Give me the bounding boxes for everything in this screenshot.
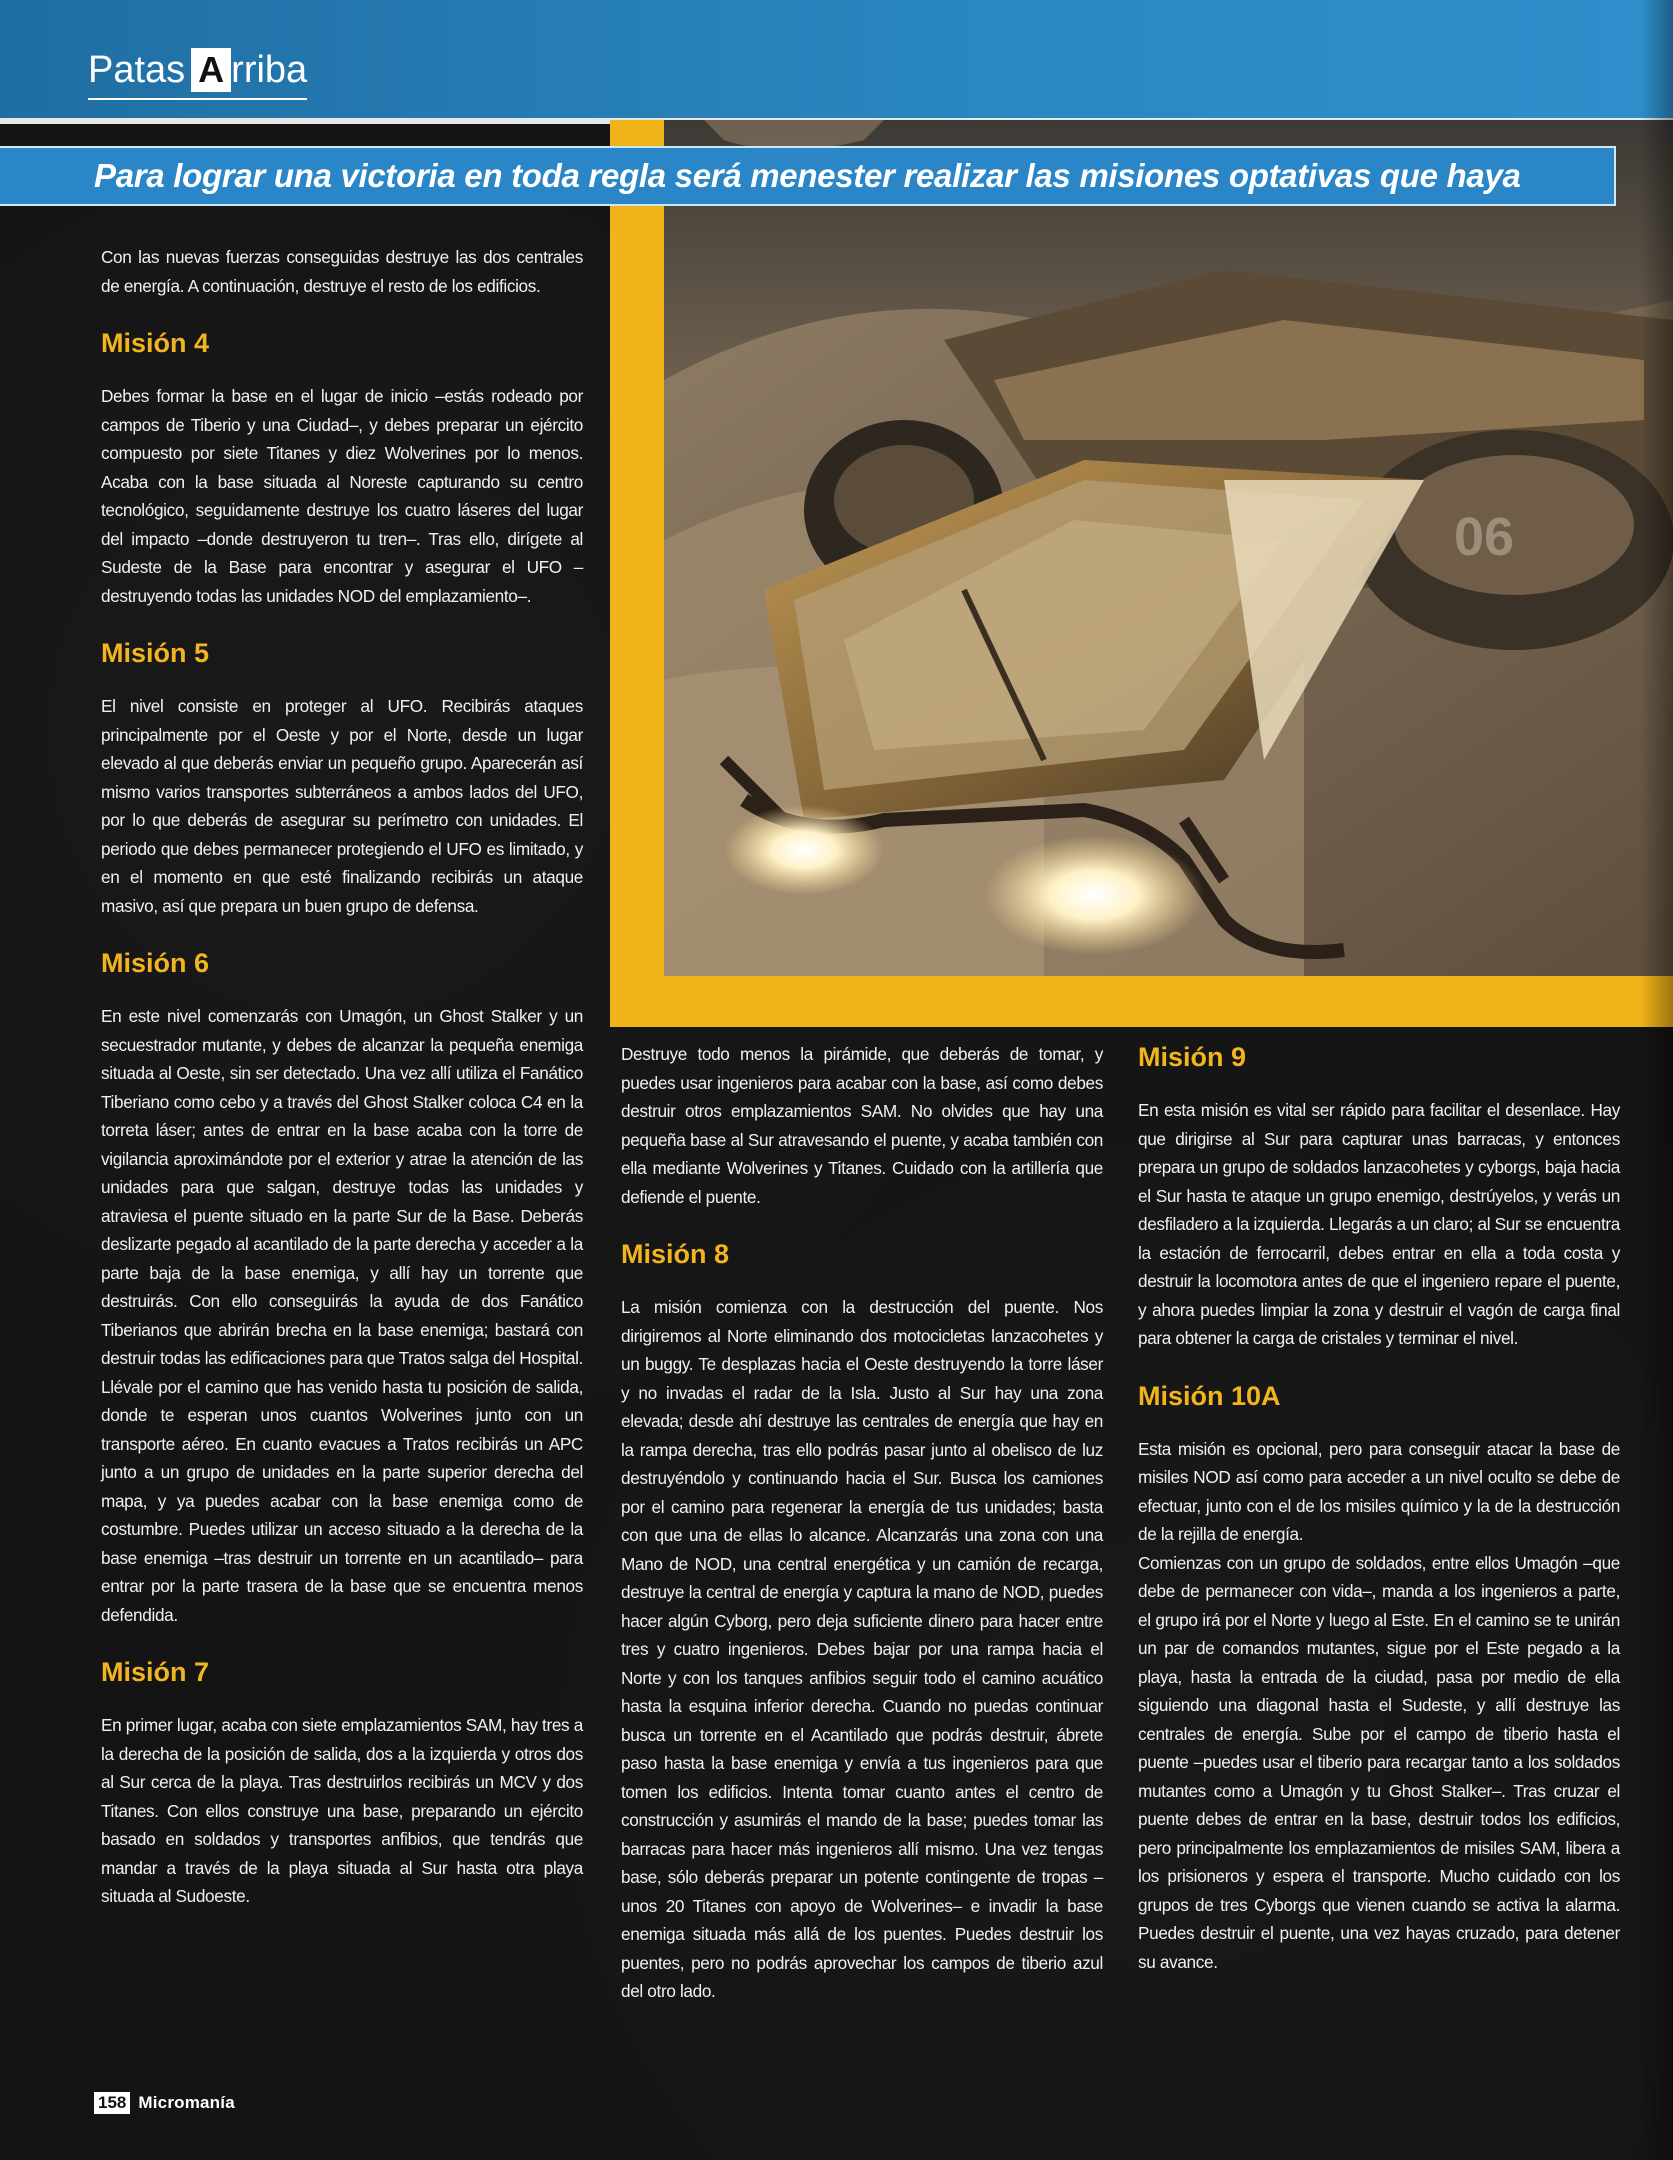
tank-number: 06	[1454, 507, 1515, 567]
section-logo-letter: A	[191, 48, 231, 92]
mission-5-text: El nivel consiste en proteger al UFO. Recibirás ataques principalmente por el Oeste y por el Norte, desde un lugar elevado al que deberás enviar un pequeño grupo. Aparecerán así mismo varios transportes subterráneos a ambos lados del UFO, por lo que deberás de asegurar su perímetro con unidades. El periodo que debes permanecer protegiendo el UFO es limitado, y en el momento en que esté finalizando recibirás un ataque masivo, así que prepara un buen grupo de defensa.	[101, 696, 583, 916]
intro-paragraph: Con las nuevas fuerzas conseguidas destruye las dos centrales de energía. A continuación, destruye el resto de los edificios.	[101, 247, 583, 296]
mission-7-text: En primer lugar, acaba con siete emplazamientos SAM, hay tres a la derecha de la posición de salida, dos a la izquierda y otros dos al Sur cerca de la playa. Tras destruirlos recibirás un MCV y dos Titanes. Con ellos construye una base, preparando un ejército basado en soldados y transportes anfibios, que tendrás que mandar a través de la playa situada al Sur hasta otra playa situada al Sudoeste.	[101, 1715, 583, 1906]
text-column-3	[1138, 1040, 1620, 2002]
mission-10a-heading: Misión 10A	[1138, 1380, 1281, 1411]
mission-8-heading: Misión 8	[621, 1239, 730, 1269]
mission-6-text: En este nivel comenzarás con Umagón, un Ghost Stalker y un secuestrador mutante, y debes de alcanzar la pequeña enemiga situada al Oeste, sin ser detectado. Una vez allí utiliza el Fanático Tiberiano como cebo y a través del Ghost Stalker coloca C4 en la torreta láser; antes de entrar en la base acaba con la torre de vigilancia aproximándote por el exterior y atrae la atención de las unidades para que salgan, destruye todas las unidades y atraviesa el puente situado en la parte Sur de la Base. Deberás deslizarte pegado al acantilado de la parte derecha y acceder a la parte baja de la base enemiga, y allí hay un torrente que destruirás. Con ello conseguirás la ayuda de dos Fanático Tiberianos que abrirán brecha en la base enemiga; bastará con destruir todas las edificaciones para que Tratos salga del Hospital. Llévale por el camino que has venido hasta tu posición de salida, donde te esperan unos cuantos Wolverines junto con un transporte aéreo. En cuanto evacues a Tratos recibirás un APC junto a un grupo de unidades en la parte superior derecha del mapa, y ya puedes acabar con la base enemiga como de costumbre. Puedes utilizar un acceso situado a la derecha de la base enemiga –tras destruir un torrente en un acantilado– para entrar por la parte trasera de la base que se encuentra menos defendida.	[101, 1006, 583, 1625]
mission-4-text: Debes formar la base en el lugar de inicio –estás rodeado por campos de Tiberio y una Ciudad–, y debes preparar un ejército compuesto por siete Titanes y diez Wolverines por lo menos. Acaba con la base situada al Noreste capturando su centro tecnológico, seguidamente destruye los cuatro láseres del lugar del impacto –donde destruyeron tu tren–. Tras ello, dirígete al Sudeste de la Base para encontrar y asegurar el UFO –destruyendo todas las unidades NOD del emplazamiento–.	[101, 386, 583, 606]
page-footer	[94, 2092, 235, 2114]
section-logo-underline	[88, 98, 307, 100]
magazine-name: Micromanía	[138, 2093, 235, 2112]
section-logo-word2: rriba	[231, 48, 308, 91]
hovercraft-image	[664, 120, 1673, 976]
title-banner	[0, 146, 1616, 206]
section-logo	[88, 44, 307, 96]
section-logo-word1: Patas	[88, 48, 186, 91]
text-column-2	[621, 1040, 1103, 2032]
mission-7-heading: Misión 7	[101, 1657, 210, 1687]
mission-8-text: La misión comienza con la destrucción del puente. Nos dirigiremos al Norte eliminando dos motocicletas lanzacohetes y un buggy. Te desplazas hacia el Oeste destruyendo la torre láser y no invadas el radar de la Isla. Justo al Sur hay una zona elevada; desde ahí destruye las centrales de energía que hay en la rampa derecha, tras ello podrás pasar junto al obelisco de luz destruyéndolo y continuando hacia el Sur. Busca los camiones por el camino para regenerar la energía de tus unidades; basta con que una de ellas lo alcance. Alcanzarás una zona con una Mano de NOD, una central energética y un camión de recarga, destruye la central de energía y captura la mano de NOD, puedes hacer algún Cyborg, pero deja suficiente dinero para hacer entre tres y cuatro ingenieros. Debes bajar por una rampa hacia el Norte y con los tanques anfibios seguir todo el camino acuático hasta la esquina inferior derecha. Cuando no puedas continuar busca un torrente en el Acantilado que podrás destruir, ábrete paso hasta la base enemiga y envía a tus ingenieros para que tomen los edificios. Intenta tomar cuanto antes el centro de construcción y asumirás el mando de la base; puedes tomar las barracas para hacer más ingenieros allí mismo. Una vez tengas base, sólo deberás preparar un potente contingente de tropas –unos 20 Titanes con apoyo de Wolverines– e invadir la base enemiga situada más allá de los puentes. Puedes destruir los puentes, pero no podrás aprovechar los campos de tiberio azul del otro lado.	[621, 1297, 1103, 2001]
mission-10a-text-1: Esta misión es opcional, pero para conseguir atacar la base de misiles NOD así como para acceder a un nivel oculto se debe de efectuar, junto con el de los misiles químico y la de la destrucción de la rejilla de energía.	[1138, 1438, 1620, 1544]
banner-text: Para lograr una victoria en toda regla será menester realizar las misiones optativas que haya	[94, 157, 1521, 194]
mission-5-heading: Misión 5	[101, 638, 210, 668]
mission-10a-text-2: Comienzas con un grupo de soldados, entre ellos Umagón –que debe de permanecer con vida–, manda a los ingenieros a parte, el grupo irá por el Norte y luego al Este. En el camino se te unirán un par de comandos mutantes, sigue por el Este pegado a la playa, hasta la entrada de la ciudad, pasa por medio de ella siguiendo una diagonal hasta el Sudeste, y allí destruye las centrales de energía. Sube por el campo de tiberio hasta el puente –puedes usar el tiberio para recargar tanto a los soldados mutantes como a Umagón y tu Ghost Stalker–. Tras cruzar el puente debes de entrar en la base, destruir todos los edificios, pero principalmente los emplazamientos de misiles SAM, libera a los prisioneros y espera el transporte. Mucho cuidado con los grupos de tres Cyborgs que vienen cuando se activa la alarma. Puedes destruir el puente, una vez hayas cruzado, para detener su avance.	[1138, 1552, 1620, 1972]
mission-7-continued: Destruye todo menos la pirámide, que deberás de tomar, y puedes usar ingenieros para acabar con la base, así como debes destruir otros emplazamientos SAM. No olvides que hay una pequeña base al Sur atravesando el puente, y acaba también con ella mediante Wolverines y Titanes. Cuidado con la artillería que defiende el puente.	[621, 1044, 1103, 1207]
mission-6-heading: Misión 6	[101, 948, 210, 978]
hovercraft-illustration	[664, 120, 1673, 976]
mission-9-heading: Misión 9	[1138, 1042, 1247, 1072]
page-number: 158	[94, 2092, 130, 2114]
mission-4-heading: Misión 4	[101, 328, 210, 358]
text-column-1	[101, 243, 583, 1937]
mission-9-text: En esta misión es vital ser rápido para facilitar el desenlace. Hay que dirigirse al Sur para capturar unas barracas, y entonces prepara un grupo de soldados lanzacohetes y cyborgs, baja hacia el Sur hasta te ataque un grupo enemigo, destrúyelos, y verás un desfiladero a la izquierda. Llegarás a un claro; al Sur se encuentra la estación de ferrocarril, debes entrar en ella a toda costa y destruir la locomotora antes de que el ingeniero repare el puente, y ahora puedes limpiar la zona y destruir el vagón de carga final para obtener la carga de cristales y terminar el nivel.	[1138, 1100, 1620, 1348]
